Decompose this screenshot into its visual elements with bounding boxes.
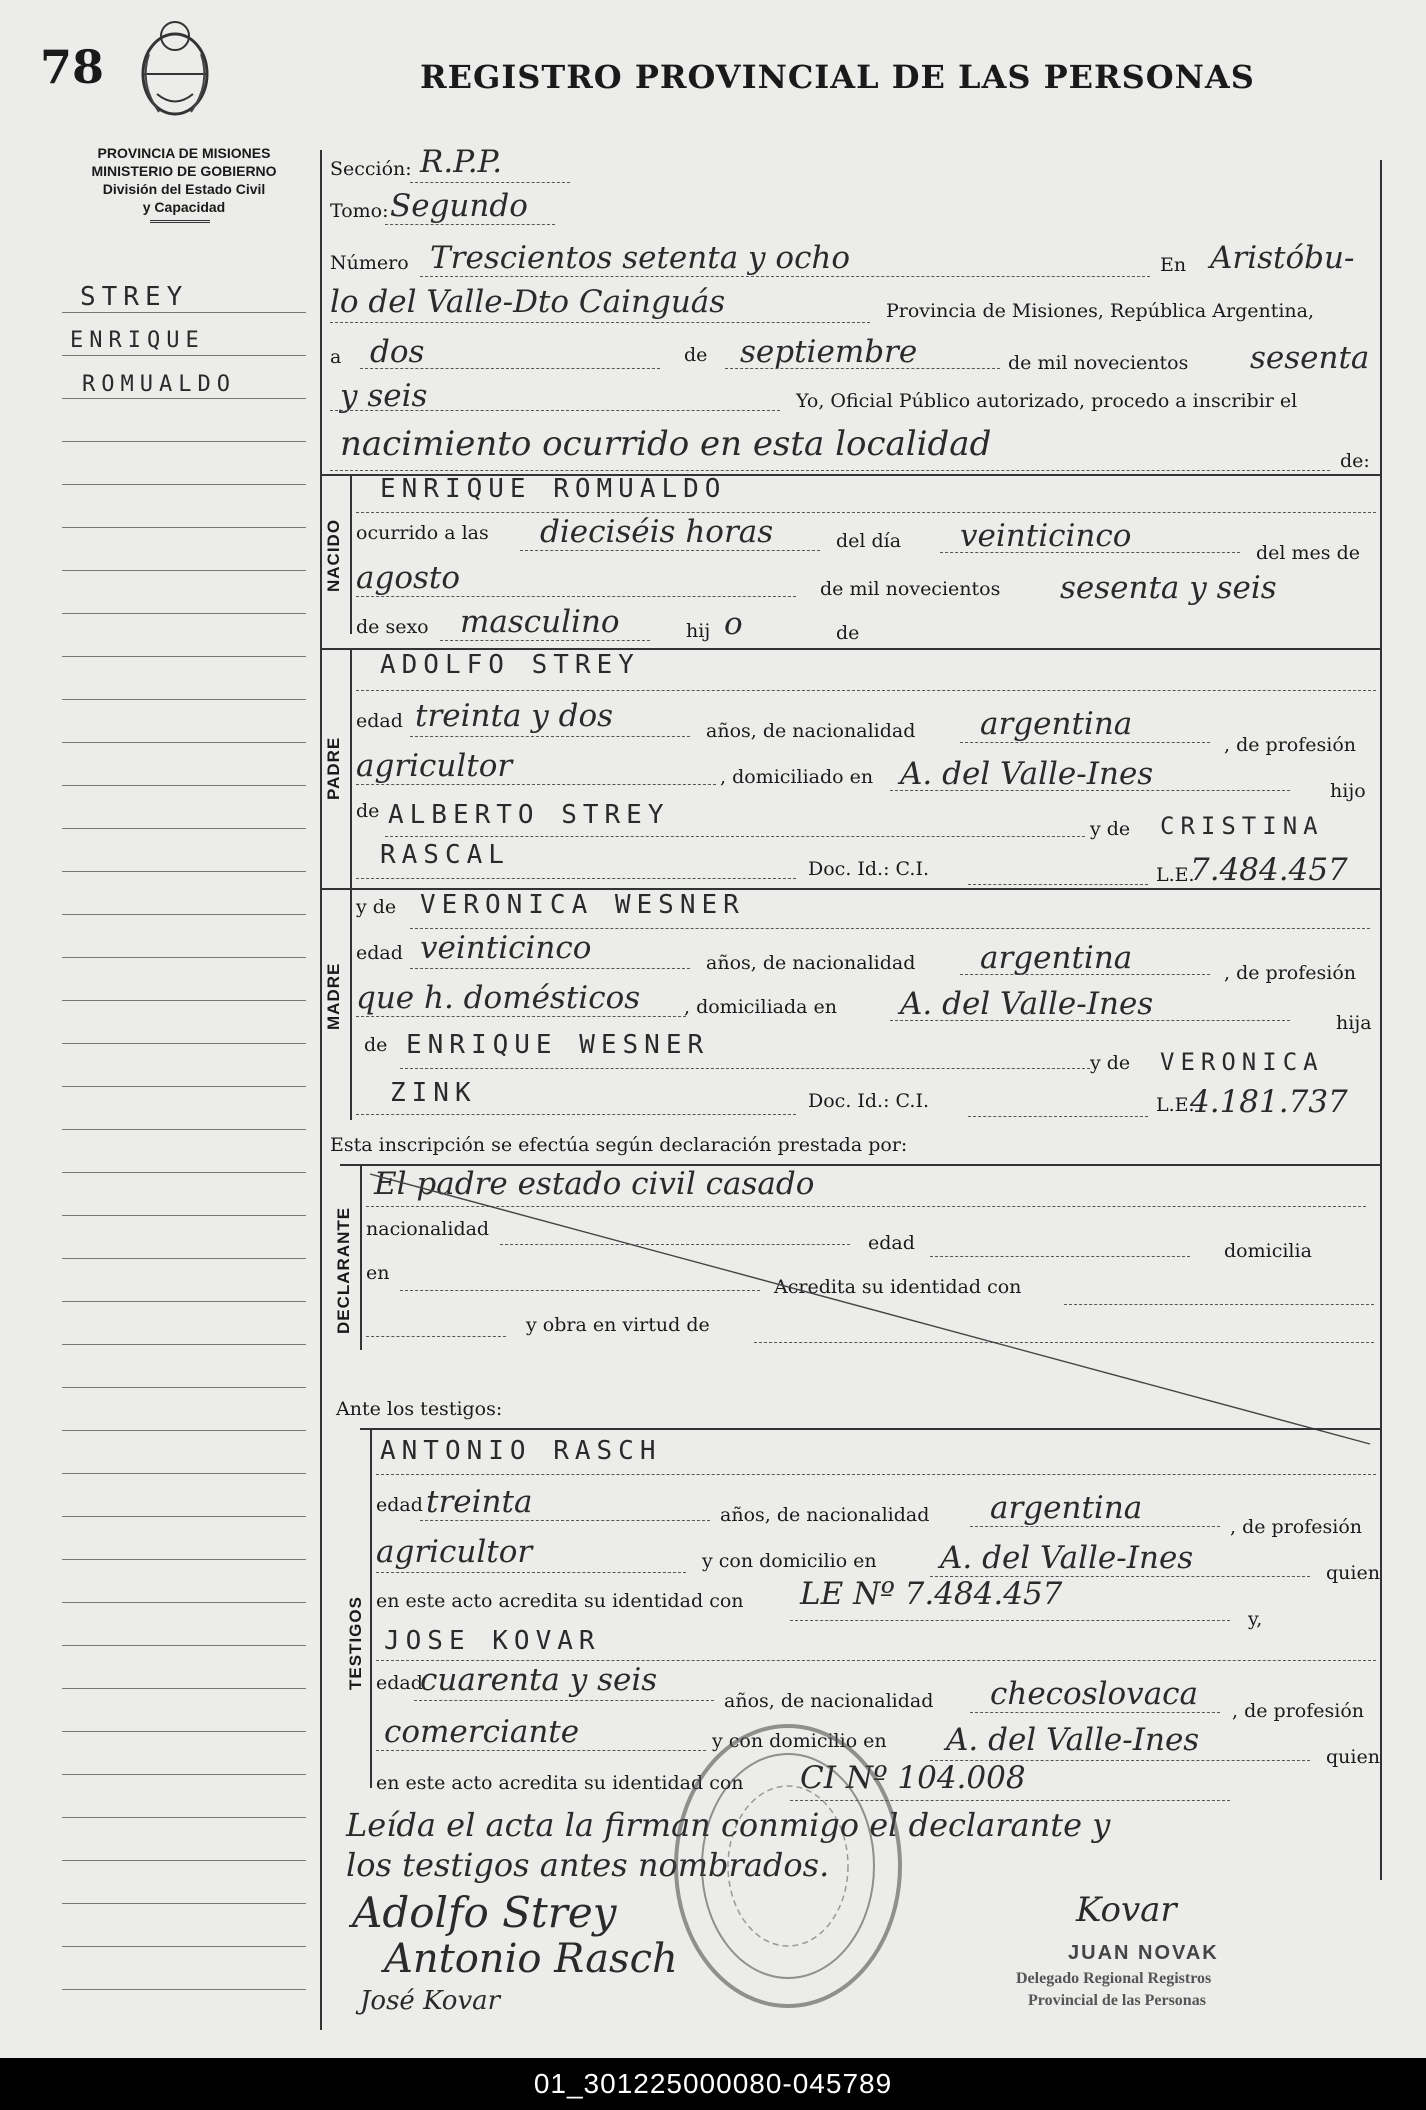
hora-value: dieciséis horas <box>540 514 774 550</box>
margin-line <box>62 1086 306 1087</box>
madre-le: 4.181.737 <box>1190 1084 1348 1120</box>
fill-line <box>790 1620 1230 1621</box>
margin-line <box>62 1215 306 1216</box>
margin-line <box>62 570 306 571</box>
testigo2-doc: CI Nº 104.008 <box>800 1760 1026 1796</box>
fill-line <box>400 1068 1090 1069</box>
main-frame-right <box>1380 160 1382 1880</box>
declarante-en-label: en <box>366 1262 390 1284</box>
padre-le-label: L.E. <box>1156 864 1195 886</box>
testigo1-domicilio: A. del Valle-Ines <box>940 1540 1194 1576</box>
madre-abuelo: ENRIQUE WESNER <box>406 1030 710 1060</box>
margin-line <box>62 355 306 356</box>
del-mes-label: del mes de <box>1256 542 1360 564</box>
section-border <box>350 888 352 1120</box>
del-dia-label: del día <box>836 530 902 552</box>
main-frame-left <box>320 150 322 2030</box>
fill-line <box>890 790 1290 791</box>
fill-line <box>968 884 1148 885</box>
acto-value: nacimiento ocurrido en esta localidad <box>340 424 992 464</box>
margin-line <box>62 1129 306 1130</box>
margin-line <box>62 398 306 399</box>
madre-dom-label: , domiciliada en <box>684 996 837 1018</box>
fill-line <box>420 276 1150 277</box>
madre-prof-label: , de profesión <box>1224 962 1356 984</box>
anio-nac-label: de mil novecientos <box>820 578 1001 600</box>
madre-yde-label: y de <box>356 896 397 918</box>
office-divider <box>150 220 210 223</box>
madre-doc-label: Doc. Id.: C.I. <box>808 1090 929 1112</box>
official-role-2: Provincial de las Personas <box>1028 1992 1206 2009</box>
declarante-section-label: DECLARANTE <box>334 1206 353 1334</box>
padre-dom-label: , domiciliado en <box>720 766 874 788</box>
a-label: a <box>330 346 342 368</box>
padre-abuela-continued: RASCAL <box>380 840 510 870</box>
margin-line <box>62 484 306 485</box>
margin-line <box>62 1817 306 1818</box>
de-label: de <box>684 344 708 366</box>
madre-edad: veinticinco <box>420 930 592 966</box>
section-border <box>360 1428 1380 1430</box>
testigo1-quien-label: quien <box>1326 1562 1380 1584</box>
padre-domicilio: A. del Valle-Ines <box>900 756 1154 792</box>
fill-line <box>890 1020 1290 1021</box>
tomo-label: Tomo: <box>330 200 389 222</box>
section-border <box>350 474 352 634</box>
testigo1-nacionalidad: argentina <box>990 1490 1143 1526</box>
madre-nombre: VERONICA WESNER <box>420 890 745 920</box>
fill-line <box>725 368 1000 369</box>
numero-value: Trescientos setenta y ocho <box>430 240 851 276</box>
margin-line <box>62 1344 306 1345</box>
fill-line <box>440 640 650 641</box>
declarante-edad-label: edad <box>868 1232 915 1254</box>
madre-profesion: que h. domésticos <box>356 980 641 1016</box>
declarante-nac-label: nacionalidad <box>366 1218 490 1240</box>
margin-line <box>62 1731 306 1732</box>
fill-line <box>330 410 780 411</box>
madre-section-label: MADRE <box>324 962 343 1030</box>
declarante-valor: El padre estado civil casado <box>374 1166 815 1202</box>
fill-line <box>410 736 690 737</box>
anio-value: sesenta <box>1250 340 1370 376</box>
testigo2-prof-label: , de profesión <box>1232 1700 1364 1722</box>
fill-line <box>960 974 1210 975</box>
fill-line <box>376 1750 706 1751</box>
en-value: Aristóbu- <box>1210 240 1355 276</box>
margin-note-name2: ROMUALDO <box>82 372 236 397</box>
margin-line <box>62 957 306 958</box>
fill-line <box>410 968 690 969</box>
margin-line <box>62 1860 306 1861</box>
padre-edad: treinta y dos <box>415 698 614 734</box>
margin-line <box>62 1774 306 1775</box>
fill-line <box>968 1116 1148 1117</box>
margin-line <box>62 1172 306 1173</box>
madre-abuela: VERONICA <box>1160 1048 1324 1076</box>
nacido-section-label: NACIDO <box>324 518 343 592</box>
padre-hijo-label: hijo <box>1330 780 1366 802</box>
margin-line <box>62 742 306 743</box>
margin-line <box>62 1989 306 1990</box>
fill-line <box>970 1712 1220 1713</box>
padre-prof-label: , de profesión <box>1224 734 1356 756</box>
document-title: REGISTRO PROVINCIAL DE LAS PERSONAS <box>420 58 1255 96</box>
official-signature: Kovar <box>1076 1890 1177 1930</box>
sexo-label: de sexo <box>356 616 429 638</box>
hij-de-label: de <box>836 622 860 644</box>
testigo2-nac-label: años, de nacionalidad <box>724 1690 934 1712</box>
de-colon: de: <box>1340 450 1370 472</box>
padre-doc-label: Doc. Id.: C.I. <box>808 858 929 880</box>
fill-line <box>385 836 1085 837</box>
margin-line <box>62 699 306 700</box>
margin-line <box>62 914 306 915</box>
testigo2-edad: cuarenta y seis <box>420 1662 658 1698</box>
margin-line <box>62 1473 306 1474</box>
fill-line <box>960 742 1210 743</box>
signature-antonio-rasch: Antonio Rasch <box>384 1936 678 1982</box>
margin-line <box>62 1946 306 1947</box>
fill-line <box>330 470 1330 471</box>
margin-line <box>62 441 306 442</box>
testigo2-nombre: JOSE KOVAR <box>384 1626 601 1656</box>
fill-line <box>410 182 570 183</box>
declarante-acredita-label: Acredita su identidad con <box>774 1276 1022 1298</box>
margin-line <box>62 613 306 614</box>
margin-line <box>62 1387 306 1388</box>
fill-line <box>356 596 796 597</box>
madre-hija-label: hija <box>1336 1012 1372 1034</box>
fill-line <box>356 690 1376 691</box>
office-line-3: División del Estado Civil <box>102 181 266 197</box>
padre-edad-label: edad <box>356 710 403 732</box>
dia-value: dos <box>370 334 425 370</box>
padre-nacionalidad: argentina <box>980 706 1133 742</box>
madre-yde2-label: y de <box>1090 1052 1131 1074</box>
en-value-continued: lo del Valle-Dto Cainguás <box>330 284 726 320</box>
testigos-section-label: TESTIGOS <box>346 1596 365 1690</box>
official-role-1: Delegado Regional Registros <box>1016 1970 1212 1987</box>
section-border <box>350 648 352 888</box>
padre-nac-label: años, de nacionalidad <box>706 720 916 742</box>
anio-value-continued: y seis <box>340 378 428 414</box>
testigo2-acredita-label: en este acto acredita su identidad con <box>376 1772 744 1794</box>
testigo1-y-label: y, <box>1248 1608 1263 1630</box>
testigo1-acredita-label: en este acto acredita su identidad con <box>376 1590 744 1612</box>
margin-line <box>62 871 306 872</box>
margin-line <box>62 1258 306 1259</box>
testigo1-nombre: ANTONIO RASCH <box>380 1436 662 1466</box>
margin-line <box>62 1000 306 1001</box>
office-line-1: PROVINCIA DE MISIONES <box>97 145 271 161</box>
office-line-4: y Capacidad <box>142 199 226 215</box>
testigo2-domicilio: A. del Valle-Ines <box>946 1722 1200 1758</box>
office-header <box>62 144 306 216</box>
fill-line <box>360 368 660 369</box>
madre-edad-label: edad <box>356 942 403 964</box>
page-number: 78 <box>40 40 105 94</box>
yo-text: Yo, Oficial Público autorizado, procedo a inscribir el <box>796 390 1298 412</box>
margin-line <box>62 1043 306 1044</box>
margin-line <box>62 1301 306 1302</box>
declarante-strike-line <box>360 1164 1380 1454</box>
fill-line <box>414 1700 714 1701</box>
declarante-intro: Esta inscripción se efectúa según declaración prestada por: <box>330 1134 908 1156</box>
fill-line <box>356 1114 796 1115</box>
margin-line <box>62 1516 306 1517</box>
closing-line-2: los testigos antes nombrados. <box>346 1846 830 1884</box>
testigo2-quien-label: quien <box>1326 1746 1380 1768</box>
provincia-text: Provincia de Misiones, República Argentina, <box>886 300 1315 322</box>
fill-line <box>356 512 1376 513</box>
tomo-value: Segundo <box>390 188 528 224</box>
official-round-stamp <box>668 1716 908 2016</box>
mes-nacimiento: agosto <box>356 560 461 596</box>
margin-line <box>62 785 306 786</box>
testigo2-nacionalidad: checoslovaca <box>990 1676 1199 1712</box>
mes-value: septiembre <box>740 334 918 370</box>
margin-line <box>62 1602 306 1603</box>
declarante-domicilia-label: domicilia <box>1224 1240 1312 1262</box>
hij-label: hij <box>686 620 711 642</box>
testigo2-edad-label: edad <box>376 1672 423 1694</box>
padre-de-label: de <box>356 800 380 822</box>
padre-abuela: CRISTINA <box>1160 812 1324 840</box>
ocurrido-label: ocurrido a las <box>356 522 489 544</box>
margin-line <box>62 1430 306 1431</box>
padre-abuelo: ALBERTO STREY <box>388 800 670 830</box>
margin-line <box>62 828 306 829</box>
margin-line <box>62 527 306 528</box>
testigo1-edad: treinta <box>426 1484 533 1520</box>
anio-label: de mil novecientos <box>1008 352 1189 374</box>
padre-le: 7.484.457 <box>1190 852 1348 888</box>
section-border <box>370 1428 372 1788</box>
en-label: En <box>1160 254 1187 276</box>
testigo1-prof-label: , de profesión <box>1230 1516 1362 1538</box>
anio-nacimiento: sesenta y seis <box>1060 570 1277 606</box>
madre-de-label: de <box>364 1034 388 1056</box>
fill-line <box>420 1520 710 1521</box>
padre-profesion: agricultor <box>356 748 513 784</box>
madre-nac-label: años, de nacionalidad <box>706 952 916 974</box>
seccion-value: R.P.P. <box>420 144 503 180</box>
document-id-footer: 01_301225000080-045789 <box>0 2058 1426 2110</box>
coat-of-arms-seal <box>135 14 215 124</box>
fill-line <box>520 550 820 551</box>
margin-line <box>62 312 306 313</box>
fill-line <box>376 1660 1376 1661</box>
fill-line <box>330 322 870 323</box>
padre-yde-label: y de <box>1090 818 1131 840</box>
nacido-nombre: ENRIQUE ROMUALDO <box>380 474 727 504</box>
signature-jose-kovar: José Kovar <box>360 1986 501 2016</box>
office-line-2: MINISTERIO DE GOBIERNO <box>91 163 277 179</box>
testigo1-edad-label: edad <box>376 1494 423 1516</box>
official-name: JUAN NOVAK <box>1068 1942 1219 1964</box>
sexo-value: masculino <box>460 604 620 640</box>
fill-line <box>356 1016 686 1017</box>
signature-adolfo-strey: Adolfo Strey <box>352 1888 617 1937</box>
fill-line <box>410 928 1370 929</box>
testigo1-nac-label: años, de nacionalidad <box>720 1504 930 1526</box>
margin-line <box>62 1903 306 1904</box>
seccion-label: Sección: <box>330 158 412 180</box>
margin-line <box>62 1645 306 1646</box>
padre-section-label: PADRE <box>324 736 343 800</box>
testigo1-dom-label: y con domicilio en <box>702 1550 877 1572</box>
margin-line <box>62 1559 306 1560</box>
fill-line <box>356 784 716 785</box>
testigo1-doc: LE Nº 7.484.457 <box>800 1576 1063 1612</box>
testigos-intro: Ante los testigos: <box>336 1398 503 1420</box>
fill-line <box>385 224 555 225</box>
testigo2-profesion: comerciante <box>384 1714 580 1750</box>
fill-line <box>970 1526 1220 1527</box>
closing-line-1: Leída el acta la firman conmigo el declarante y <box>346 1806 1111 1844</box>
testigo2-dom-label: y con domicilio en <box>712 1730 887 1752</box>
madre-le-label: L.E. <box>1156 1094 1195 1116</box>
numero-label: Número <box>330 252 409 274</box>
margin-note-surname: STREY <box>80 282 189 312</box>
fill-line <box>356 878 796 879</box>
testigo1-profesion: agricultor <box>376 1534 533 1570</box>
margin-line <box>62 656 306 657</box>
fill-line <box>940 552 1240 553</box>
madre-domicilio: A. del Valle-Ines <box>900 986 1154 1022</box>
madre-abuela-continued: ZINK <box>390 1078 477 1108</box>
dia-nacimiento: veinticinco <box>960 518 1132 554</box>
fill-line <box>376 1572 686 1573</box>
hij-suffix: o <box>724 606 743 642</box>
fill-line <box>376 1474 1376 1475</box>
madre-nacionalidad: argentina <box>980 940 1133 976</box>
margin-line <box>62 1688 306 1689</box>
padre-nombre: ADOLFO STREY <box>380 650 640 680</box>
margin-note-name1: ENRIQUE <box>70 328 205 353</box>
declarante-obra-label: y obra en virtud de <box>526 1314 710 1336</box>
